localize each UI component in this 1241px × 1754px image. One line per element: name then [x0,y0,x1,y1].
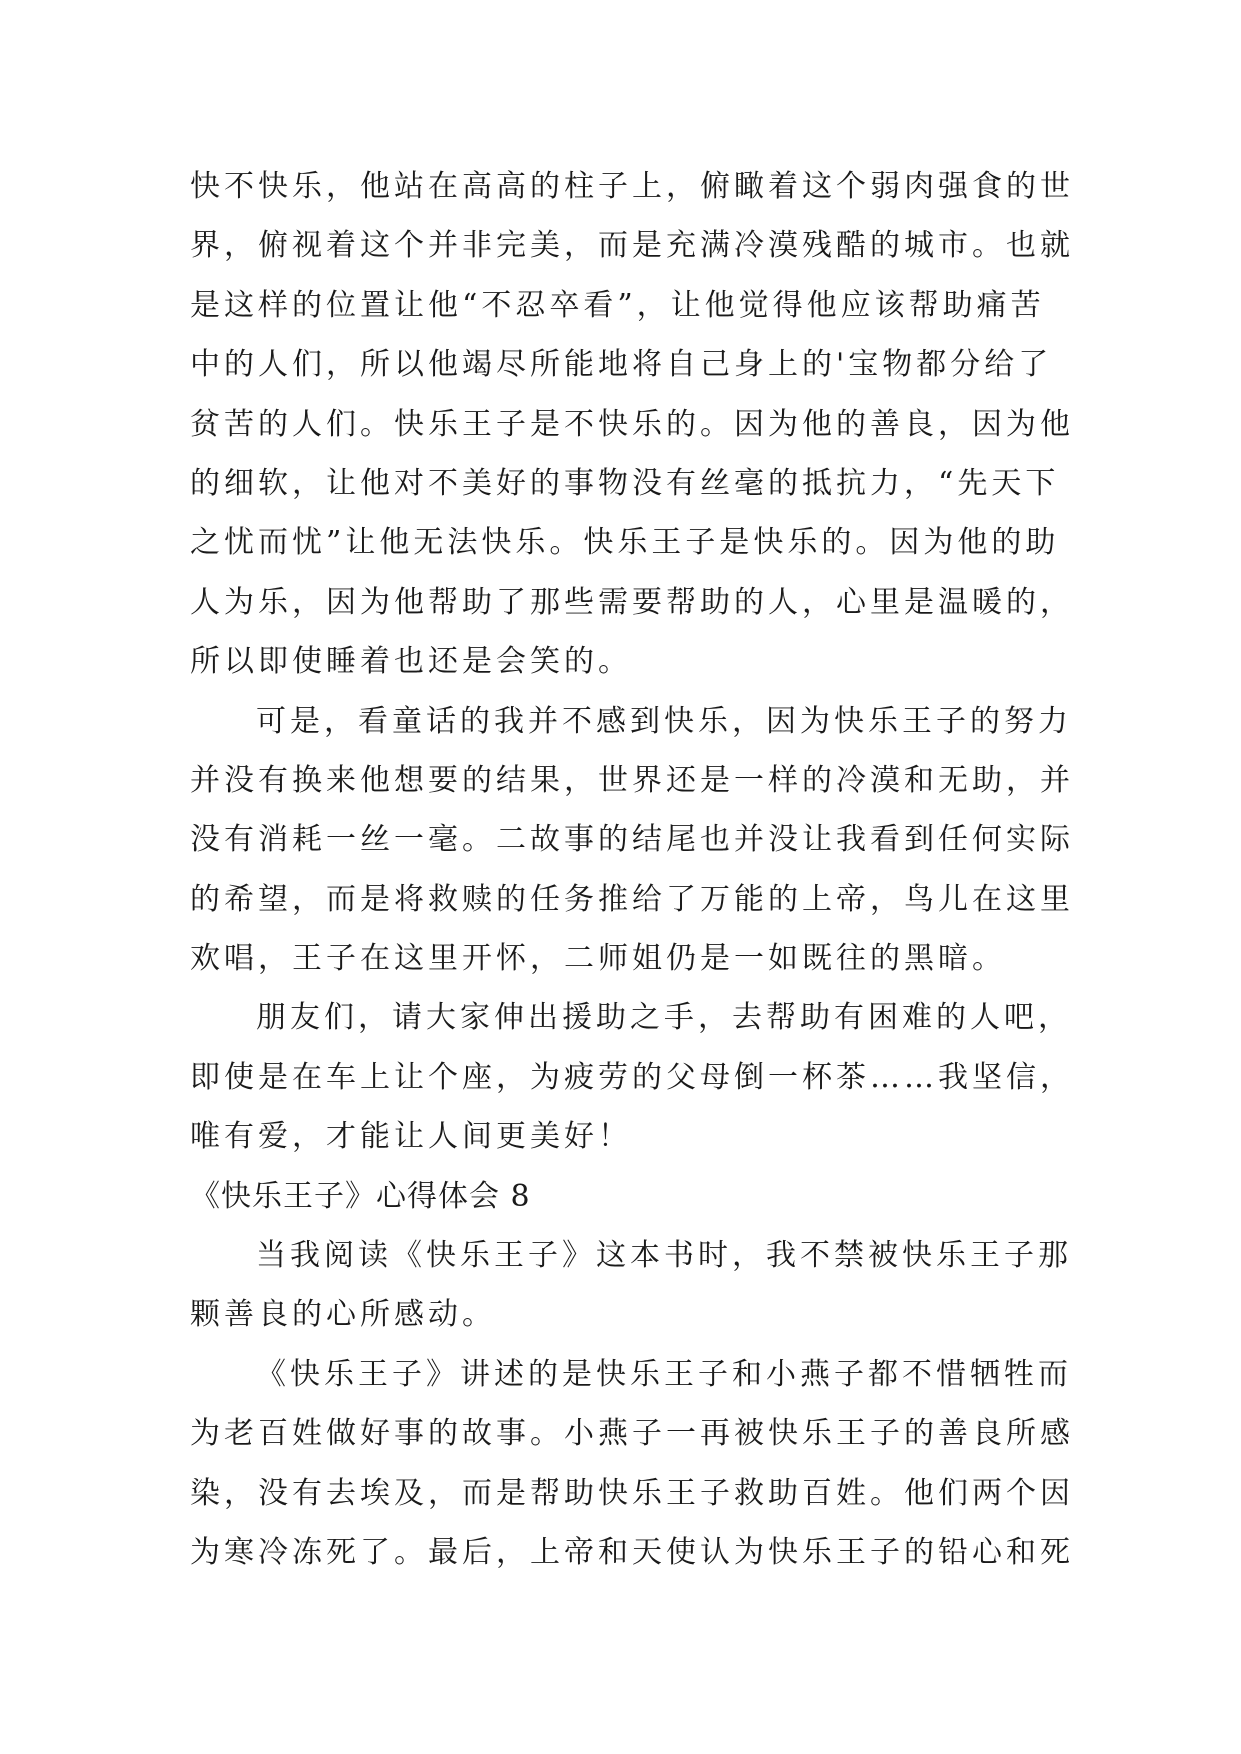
paragraph-line: 为寒冷冻死了。最后，上帝和天使认为快乐王子的铅心和死 [190,1534,1074,1570]
paragraph-line: 当我阅读《快乐王子》这本书时，我不禁被快乐王子那 [256,1238,1072,1274]
section-heading: 《快乐王子》心得体会 8 [190,1178,531,1214]
paragraph-line: 所以即使睡着也还是会笑的。 [190,644,632,680]
paragraph-line: 即使是在车上让个座，为疲劳的父母倒一杯茶……我坚信， [190,1059,1074,1095]
paragraph-line: 界，俯视着这个并非完美，而是充满冷漠残酷的城市。也就 [190,228,1074,264]
paragraph-line: 颗善良的心所感动。 [190,1297,496,1333]
paragraph-line: 欢唱，王子在这里开怀，二师姐仍是一如既往的黑暗。 [190,941,1006,977]
paragraph-line: 为老百姓做好事的故事。小燕子一再被快乐王子的善良所感 [190,1416,1074,1452]
paragraph-line: 中的人们，所以他竭尽所能地将自己身上的'宝物都分给了 [190,347,1053,383]
document-body [190,157,1074,1582]
paragraph-line: 可是，看童话的我并不感到快乐，因为快乐王子的努力 [256,703,1072,739]
paragraph-line: 是这样的位置让他“不忍卒看”，让他觉得他应该帮助痛苦 [190,287,1045,323]
paragraph-line: 的希望，而是将救赎的任务推给了万能的上帝，鸟儿在这里 [190,881,1074,917]
paragraph-line: 贫苦的人们。快乐王子是不快乐的。因为他的善良，因为他 [190,406,1074,442]
paragraph-line: 的细软，让他对不美好的事物没有丝毫的抵抗力，“先天下 [190,465,1060,501]
paragraph-line: 快不快乐，他站在高高的柱子上，俯瞰着这个弱肉强食的世 [190,169,1074,204]
paragraph-line: 并没有换来他想要的结果，世界还是一样的冷漠和无助，并 [190,762,1074,798]
paragraph-line: 唯有爱，才能让人间更美好！ [190,1119,632,1155]
paragraph-line: 染，没有去埃及，而是帮助快乐王子救助百姓。他们两个因 [190,1475,1074,1511]
paragraph-line: 没有消耗一丝一毫。二故事的结尾也并没让我看到任何实际 [190,822,1074,858]
paragraph-line: 人为乐，因为他帮助了那些需要帮助的人，心里是温暖的， [190,584,1074,620]
paragraph-line: 《快乐王子》讲述的是快乐王子和小燕子都不惜牺牲而 [256,1356,1072,1392]
paragraph-line: 朋友们，请大家伸出援助之手，去帮助有困难的人吧， [256,1000,1072,1036]
paragraph-line: 之忧而忧”让他无法快乐。快乐王子是快乐的。因为他的助 [190,525,1060,561]
